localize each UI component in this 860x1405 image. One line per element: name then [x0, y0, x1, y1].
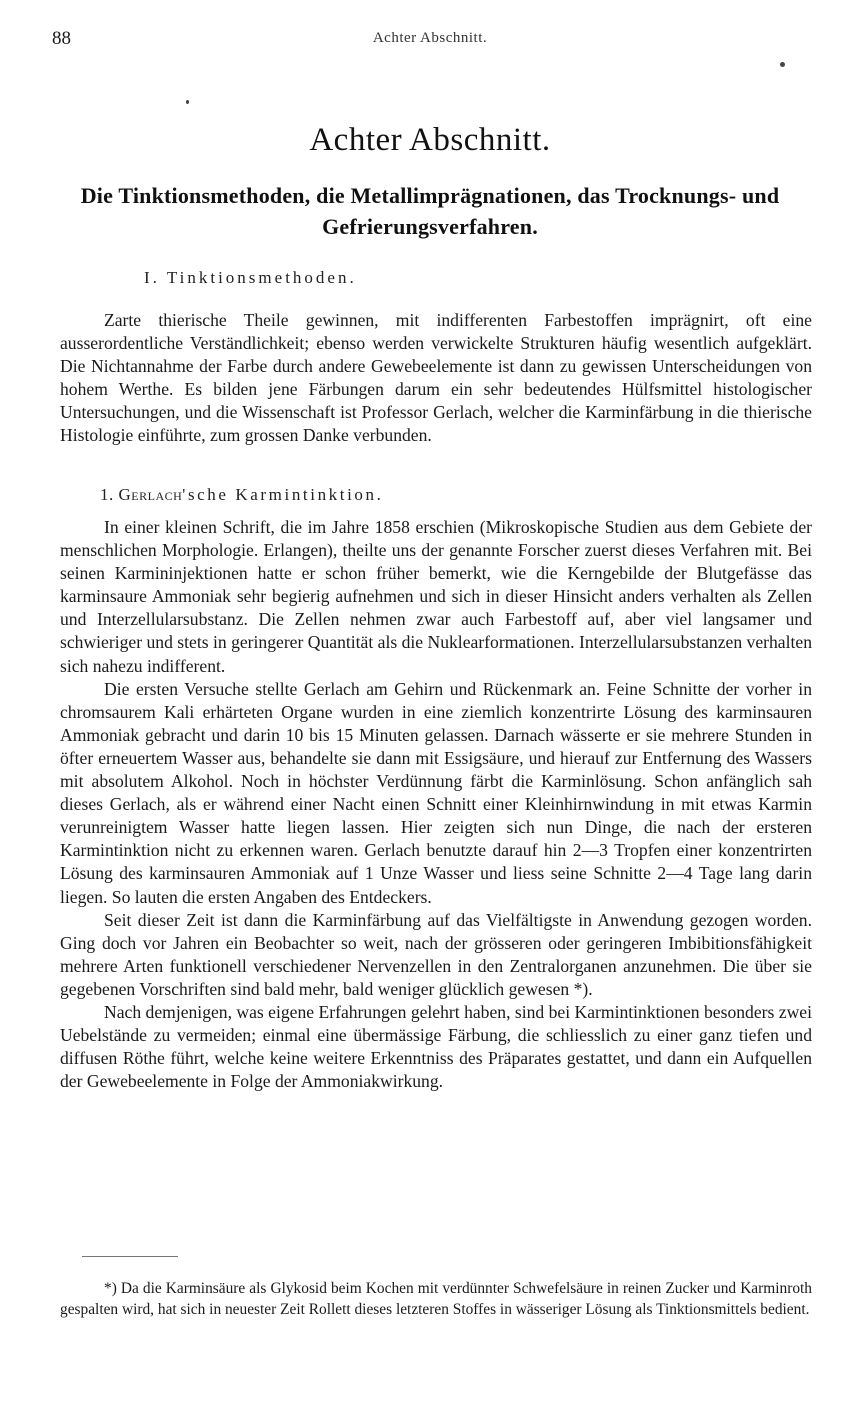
subsection-number: 1.	[100, 485, 114, 504]
paragraph: In einer kleinen Schrift, die im Jahre 1858 erschien (Mikroskopische Studien aus dem Gebiete der menschlichen Morphologie. Erlangen), theilte uns der genannte Forscher zuerst dieses Verfahren mit. Bei seinen Karmininjektionen hatte er schon früher bemerkt, wie die Kerngebilde der Blutgefässe das karminsaure Ammoniak sehr begierig aufnehmen und sich in dieser Hinsicht anders verhalten als Zellen und Interzellularsubstanz. Die Zellen nehmen zwar auch Farbestoff auf, aber viel langsamer und schwieriger und stets in geringerer Quantität als die Nuklearformationen. Interzellularsubstanzen verhalten sich nahezu indifferent.	[60, 517, 812, 676]
subsection-title: 'sche Karmintinktion.	[182, 485, 384, 504]
paragraph: Seit dieser Zeit ist dann die Karminfärbung auf das Vielfältigste in Anwendung gezogen worden. Ging doch vor Jahren ein Beobachter so weit, nach der grösseren oder geringeren Imbibitionsfähigkeit mehrere Arten funktionell verschiedener Nervenzellen in den Zentralorganen anzunehmen. Die über sie gegebenen Vorschriften sind bald mehr, bald weniger glücklich gewesen *).	[60, 909, 812, 999]
running-head	[52, 28, 808, 58]
ink-speck	[186, 100, 189, 104]
ink-speck	[780, 62, 785, 67]
chapter-title: Achter Abschnitt.	[309, 122, 551, 158]
subsection-author: Gerlach	[118, 485, 183, 504]
footnote-divider	[82, 1256, 178, 1257]
paragraph: Nach demjenigen, was eigene Erfahrungen gelehrt haben, sind bei Karmintinktionen besonders zwei Uebelstände zu vermeiden; einmal eine übermässige Färbung, die schliesslich zu einer ganz tiefen und diffusen Röthe führt, welche keine weitere Erkenntniss des Präparates gestattet, und dann ein Aufquellen der Gewebeelemente in Folge der Ammoniakwirkung.	[60, 1001, 812, 1092]
intro-text	[60, 309, 812, 448]
section-heading: I. Tinktionsmethoden.	[144, 268, 357, 287]
paragraph: Zarte thierische Theile gewinnen, mit indifferenten Farbestoffen imprägnirt, oft eine ausserordentliche Verständlichkeit; ebenso werden verwickelte Strukturen häufig wesentlich aufgeklärt. Die Nichtannahme der Farbe durch andere Gewebeelemente ist dann zu gewissen Unterscheidungen von hohem Werthe. Es bilden jene Färbungen darum ein sehr bedeutendes Hülfsmittel histologischer Untersuchungen, und die Wissenschaft ist Professor Gerlach, welcher die Karminfärbung in die thierische Histologie einführte, zum grossen Danke verbunden.	[60, 310, 812, 446]
chapter-subtitle: Die Tinktionsmethoden, die Metallimprägnationen, das Trocknungs- und Gefrierungsverfahren.	[80, 183, 780, 239]
paragraph: Die ersten Versuche stellte Gerlach am Gehirn und Rückenmark an. Feine Schnitte der vorher in chromsaurem Kali erhärteten Organe wurden in eine ziemlich konzentrirte Lösung des karminsauren Ammoniak gebracht und darin 10 bis 15 Minuten gelassen. Darnach wässerte er sie mehrere Stunden in öfter erneuertem Wasser aus, behandelte sie dann mit Essigsäure, und hierauf zur Entfernung des Wassers mit absolutem Alkohol. Noch in höchster Verdünnung färbt die Karminlösung. Schon anfänglich sah dieses Gerlach, als er während einer Nacht einen Schnitt einer Kleinhirnwindung in mit etwas Karmin verunreinigtem Wasser hatte liegen lassen. Hier zeigten sich nun Dinge, die nach der ersteren Karmintinktion nicht zu erkennen waren. Gerlach benutzte darauf hin 2—3 Tropfen einer konzentrirten Lösung des karminsauren Ammoniak auf 1 Unze Wasser und liess seine Schnitte 2—4 Tage lang darin liegen. So lauten die ersten Angaben des Entdeckers.	[60, 678, 812, 907]
footnote-text: *) Da die Karminsäure als Glykosid beim Kochen mit verdünnter Schwefelsäure in reinen Zucker und Karminroth gespalten wird, hat sich in neuester Zeit Rollett dieses letzteren Stoffes in wässeriger Lösung als Tinktionsmittels bedient.	[60, 1280, 812, 1318]
page-number: 88	[52, 28, 71, 49]
subsection-heading	[100, 485, 383, 505]
running-title: Achter Abschnitt.	[372, 30, 488, 46]
main-text	[60, 516, 812, 1093]
footnote	[60, 1278, 812, 1320]
